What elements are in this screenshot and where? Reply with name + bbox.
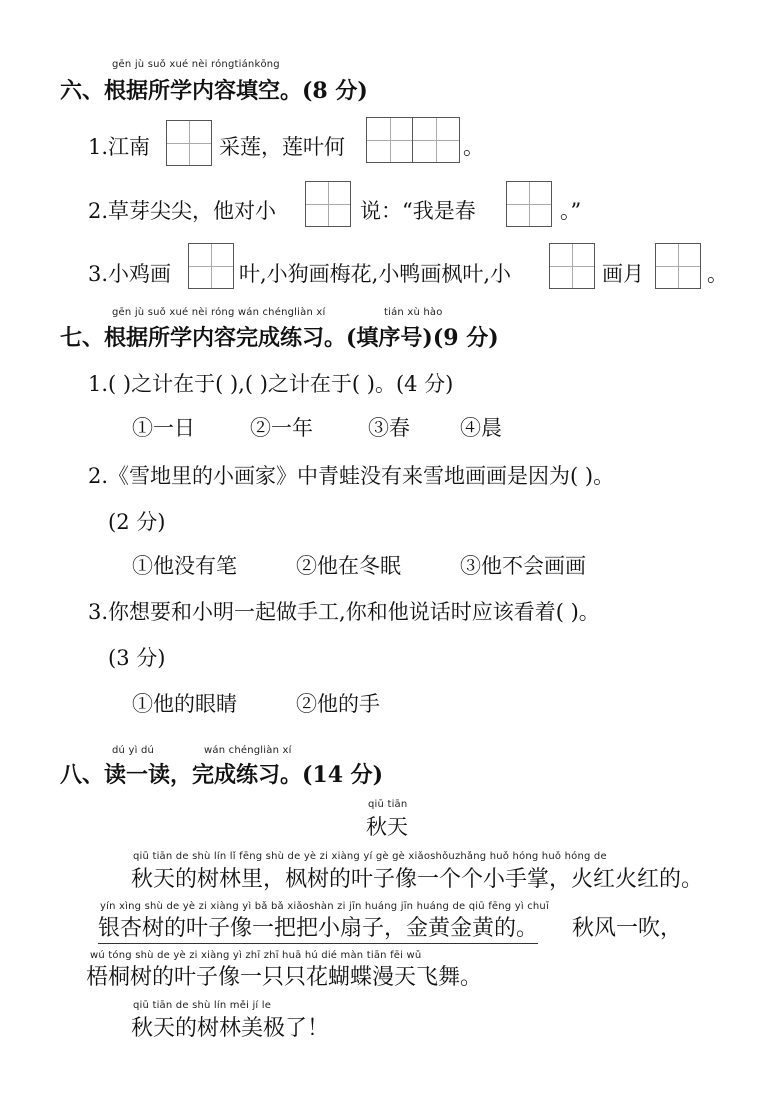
answer-cell[interactable] bbox=[656, 244, 700, 288]
section7-pinyin: gēn jù suǒ xué nèi róng wán chéngliàn xí bbox=[112, 307, 326, 318]
section6-pinyin: gēn jù suǒ xué nèi róngtiánkōng bbox=[112, 59, 280, 70]
s7-q3-score: (3 分) bbox=[108, 646, 166, 670]
s6-q2-text-b: 说：“我是春 bbox=[360, 199, 476, 223]
p2-pinyin: yín xìng shù de yè zi xiàng yì bǎ bǎ xiǎoshàn zi jīn huáng jīn huáng de qiū fēng yì chuī bbox=[100, 901, 549, 912]
s6-q1-text-b: 采莲，莲叶何 bbox=[219, 135, 345, 159]
s7-q2-score: (2 分) bbox=[108, 510, 166, 534]
answer-cell[interactable] bbox=[167, 121, 211, 165]
section8-pinyin: dú yì dú bbox=[112, 745, 155, 756]
option: ④晨 bbox=[460, 416, 502, 440]
s6-q3-text-b: 叶,小狗画梅花,小鸭画枫叶,小 bbox=[239, 262, 512, 286]
answer-box[interactable] bbox=[166, 120, 212, 166]
p3-pinyin: wú tóng shù de yè zi xiàng yì zhī zhī huā hú dié màn tiān fēi wǔ bbox=[90, 950, 422, 961]
option: ③春 bbox=[368, 416, 410, 440]
option: ①一日 bbox=[132, 416, 195, 440]
option: ②他在冬眠 bbox=[296, 554, 401, 578]
s6-q2-text-a: 2.草芽尖尖，他对小 bbox=[88, 199, 277, 223]
s7-q2: 2.《雪地里的小画家》中青蛙没有来雪地画画是因为( )。 bbox=[88, 464, 615, 488]
s6-q3-text-c: 画月 bbox=[602, 262, 644, 286]
p4-pinyin: qiū tiān de shù lín měi jí le bbox=[133, 1000, 272, 1011]
option: ①他没有笔 bbox=[132, 554, 237, 578]
paragraph-line-2 bbox=[98, 911, 682, 942]
s6-q3-text-a: 3.小鸡画 bbox=[88, 262, 172, 286]
s7-q1: 1.( )之计在于( ),( )之计在于( )。(4 分) bbox=[88, 372, 454, 396]
s6-q3-text-d: 。 bbox=[707, 262, 728, 286]
paragraph-line-4: 秋天的树林美极了！ bbox=[131, 1016, 330, 1041]
section7-title: 七、根据所学内容完成练习。(填序号)(9 分) bbox=[60, 325, 499, 351]
option: ②一年 bbox=[250, 416, 313, 440]
underlined-sentence: 银杏树的叶子像一把把小扇子，金黄金黄的。 bbox=[98, 916, 538, 944]
poem-title: 秋天 bbox=[366, 815, 408, 839]
s6-q1-text-a: 1.江南 bbox=[88, 135, 151, 159]
section6-title: 六、根据所学内容填空。(8 分) bbox=[60, 78, 368, 104]
answer-cell[interactable] bbox=[550, 244, 594, 288]
poem-title-pinyin: qiū tiān bbox=[368, 799, 408, 810]
p1-pinyin: qiū tiān de shù lín lǐ fēng shù de yè zi xiàng yí gè gè xiǎoshǒuzhǎng huǒ hóng huǒ hóng de bbox=[133, 851, 607, 862]
option: ①他的眼睛 bbox=[132, 692, 237, 716]
answer-box[interactable] bbox=[188, 243, 234, 289]
answer-cell[interactable] bbox=[413, 118, 459, 162]
section8-title: 八、读一读，完成练习。(14 分) bbox=[60, 762, 384, 788]
answer-box[interactable] bbox=[549, 243, 595, 289]
option: ③他不会画画 bbox=[460, 554, 586, 578]
answer-cell[interactable] bbox=[189, 244, 233, 288]
s6-q1-text-c: 。 bbox=[463, 135, 484, 159]
answer-cell[interactable] bbox=[507, 182, 551, 226]
answer-box[interactable] bbox=[655, 243, 701, 289]
paragraph-line-1: 秋天的树林里，枫树的叶子像一个个小手掌，火红火红的。 bbox=[131, 867, 704, 892]
s6-q2-text-c: 。” bbox=[560, 199, 582, 223]
section7-pinyin-2: tián xù hào bbox=[384, 307, 443, 318]
s7-q3: 3.你想要和小明一起做手工,你和他说话时应该看着( )。 bbox=[88, 600, 600, 624]
paragraph-line-3: 梧桐树的叶子像一只只花蝴蝶漫天飞舞。 bbox=[86, 965, 483, 990]
answer-box[interactable] bbox=[366, 117, 460, 163]
option: ②他的手 bbox=[296, 692, 380, 716]
answer-cell[interactable] bbox=[367, 118, 413, 162]
section8-pinyin-2: wán chéngliàn xí bbox=[204, 745, 292, 756]
answer-box[interactable] bbox=[305, 181, 351, 227]
paragraph-line-2-rest: 秋风一吹， bbox=[572, 916, 683, 941]
answer-cell[interactable] bbox=[306, 182, 350, 226]
answer-box[interactable] bbox=[506, 181, 552, 227]
